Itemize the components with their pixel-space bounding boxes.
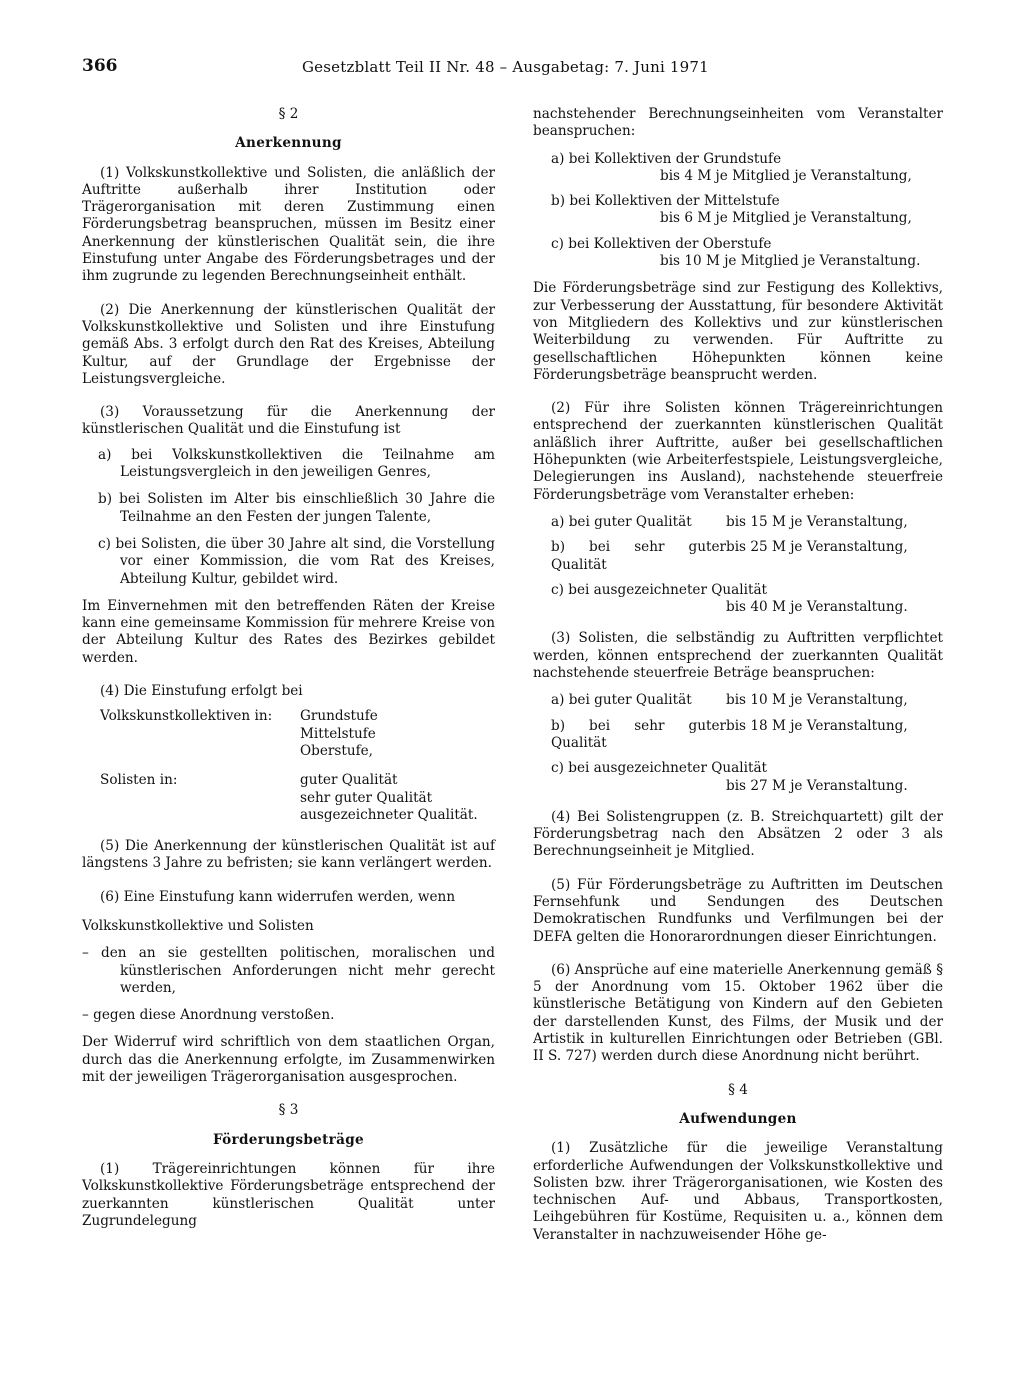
paragraph: (3) Solisten, die selbständig zu Auftritten verpflichtet werden, können entsprechend der zuerkannten Qualität nachstehende steuerfreie Beträge beanspruchen: — [533, 630, 943, 682]
paragraph: (1) Trägereinrichtungen können für ihre Volkskunstkollektive Förderungsbeträge entsprechend der zuerkannten künstlerischen Qualität unter Zugrundelegung — [82, 1160, 495, 1229]
left-column — [82, 106, 495, 1246]
paragraph: Der Widerruf wird schriftlich von dem staatlichen Organ, durch das die Anerkennung erfolgte, im Zusammenwirken mit der jeweiligen Trägerorganisation ausgesprochen. — [82, 1034, 495, 1086]
rate-label: b) bei sehr guter Qualität — [551, 539, 726, 573]
rate-item — [551, 539, 943, 574]
rate-amount: bis 4 M je Mitglied je Veranstaltung, — [660, 167, 912, 184]
rate-amount: bis 15 M je Veranstaltung, — [726, 513, 908, 530]
rate-label: a) bei guter Qualität — [551, 513, 692, 530]
classification-table — [100, 708, 495, 824]
section-3-title: Förderungsbeträge — [212, 1131, 365, 1148]
page-number: 366 — [82, 56, 118, 76]
list-item: a) bei Volkskunstkollektiven die Teilnahme am Leistungsvergleich in den jeweiligen Genres, — [98, 446, 495, 481]
right-column — [533, 106, 943, 1260]
rate-item — [533, 236, 943, 271]
rate-label: b) bei sehr guter Qualität — [551, 717, 726, 751]
rate-amount: bis 10 M je Mitglied je Veranstaltung. — [660, 253, 921, 270]
paragraph: Volkskunstkollektive und Solisten — [82, 917, 314, 934]
rate-amount: bis 6 M je Mitglied je Veranstaltung, — [660, 210, 912, 227]
soloists-label: Solisten in: — [100, 772, 178, 789]
rate-label: a) bei Kollektiven der Grundstufe — [551, 150, 782, 167]
rate-item — [533, 151, 943, 186]
section-4-title: Aufwendungen — [679, 1110, 797, 1127]
paragraph: (6) Eine Einstufung kann widerrufen werden, wenn — [100, 888, 456, 905]
collectives-label: Volkskunstkollektiven in: — [100, 708, 273, 725]
running-title: Gesetzblatt Teil II Nr. 48 – Ausgabetag: 7. Juni 1971 — [302, 58, 709, 76]
rate-label: c) bei ausgezeichneter Qualität — [551, 760, 768, 777]
list-item: c) bei Solisten, die über 30 Jahre alt sind, die Vorstellung vor einer Kommission, die vom Rat des Kreises, Abteilung Kultur, gebildet wird. — [98, 535, 495, 587]
rate-item — [551, 582, 943, 617]
paragraph: (4) Bei Solistengruppen (z. B. Streichquartett) gilt der Förderungsbetrag nach den Absätzen 2 oder 3 als Berechnungseinheit je Mitglied. — [533, 808, 943, 860]
list-item: b) bei Solisten im Alter bis einschließlich 30 Jahre die Teilnahme an den Festen der jungen Talente, — [98, 491, 495, 525]
rate-amount: bis 27 M je Veranstaltung. — [726, 777, 908, 794]
paragraph: (2) Die Anerkennung der künstlerischen Qualität der Volkskunstkollektive und Solisten und ihre Einstufung gemäß Abs. 3 erfolgt durch den Rat des Kreises, Abteilung Kultur, auf der Grundlage der Ergebnisse der Leistungsvergleiche. — [82, 301, 495, 387]
section-3-number: § 3 — [278, 1102, 299, 1119]
paragraph: (6) Ansprüche auf eine materielle Anerkennung gemäß § 5 der Anordnung vom 15. Oktober 1962 über die künstlerische Betätigung von Kindern auf den Gebieten der darstellenden Kunst, des Films, der Musik und der Artistik in kulturellen Einrichtungen oder Betrieben (GBl. II S. 727) werden durch diese Anordnung nicht berührt. — [533, 961, 943, 1065]
rate-item — [551, 760, 943, 795]
rate-label: a) bei guter Qualität — [551, 692, 692, 709]
rate-label: c) bei ausgezeichneter Qualität — [551, 581, 768, 598]
rate-item — [551, 718, 943, 753]
rate-amount: bis 10 M je Veranstaltung, — [726, 692, 908, 709]
collectives-levels: Grundstufe Mittelstufe Oberstufe, — [300, 708, 378, 759]
rate-label: b) bei Kollektiven der Mittelstufe — [551, 193, 780, 210]
paragraph: (2) Für ihre Solisten können Trägereinrichtungen entsprechend der zuerkannten künstlerischen Qualität anläßlich ihrer Auftritte, außer bei gesellschaftlichen Höhepunkten (wie Arbeiterfestspiele, Leistungsvergleiche, Delegierungen ins Ausland), nachstehende steuerfreie Förderungsbeträge vom Veranstalter erheben: — [533, 400, 943, 503]
dash-item: – den an sie gestellten politischen, moralischen und künstlerischen Anforderungen nicht mehr gerecht werden, — [82, 945, 495, 996]
paragraph: nachstehender Berechnungseinheiten vom Veranstalter beanspruchen: — [533, 106, 943, 140]
soloists-levels: guter Qualität sehr guter Qualität ausgezeichneter Qualität. — [300, 772, 478, 823]
section-2-title: Anerkennung — [235, 135, 342, 152]
paragraph: (3) Voraussetzung für die Anerkennung der künstlerischen Qualität und die Einstufung ist — [82, 404, 495, 438]
rate-label: c) bei Kollektiven der Oberstufe — [551, 235, 772, 252]
rate-amount: bis 18 M je Veranstaltung, — [726, 717, 908, 734]
rate-item — [551, 514, 943, 531]
paragraph: Die Förderungsbeträge sind zur Festigung des Kollektivs, zur Verbesserung der Ausstattung, für besondere Aktivität von Mitgliedern des Kollektivs und zur künstlerischen Weiterbildung zu verwenden. Für Auftritte zu gesellschaftlichen Höhepunkten können keine Förderungsbeträge beansprucht werden. — [533, 280, 943, 383]
dash-item: – gegen diese Anordnung verstoßen. — [82, 1007, 335, 1024]
section-4-number: § 4 — [728, 1081, 748, 1098]
paragraph: Im Einvernehmen mit den betreffenden Räten der Kreise kann eine gemeinsame Kommission für mehrere Kreise von der Abteilung Kultur des Rates des Bezirkes gebildet werden. — [82, 597, 495, 666]
paragraph: (1) Zusätzliche für die jeweilige Veranstaltung erforderliche Aufwendungen der Volkskunstkollektive und Solisten bzw. ihrer Trägerorganisationen, wie Kosten des technischen Auf- und Abbaus, Transportkosten, Leihgebühren für Kostüme, Requisiten u. a., können dem Veranstalter in nachzuweisender Höhe ge- — [533, 1140, 943, 1243]
paragraph: (5) Die Anerkennung der künstlerischen Qualität ist auf längstens 3 Jahre zu befristen; sie kann verlängert werden. — [82, 838, 495, 872]
rate-item — [551, 692, 943, 709]
paragraph: (4) Die Einstufung erfolgt bei — [100, 683, 303, 700]
rate-amount: bis 25 M je Veranstaltung, — [726, 539, 908, 556]
page-header — [82, 56, 942, 80]
rate-item — [533, 193, 943, 228]
rate-amount: bis 40 M je Veranstaltung. — [726, 599, 908, 616]
section-2-number: § 2 — [278, 106, 299, 122]
paragraph: (1) Volkskunstkollektive und Solisten, die anläßlich der Auftritte außerhalb ihrer Institution oder Trägerorganisation mit deren Zustimmung einen Förderungsbetrag beanspruchen, müssen im Besitz einer Anerkennung der künstlerischen Qualität sein, die ihre Einstufung unter Angabe des Förderungsbetrages und der ihm zugrunde zu legenden Berechnungseinheit enthält. — [82, 164, 495, 285]
paragraph: (5) Für Förderungsbeträge zu Auftritten im Deutschen Fernsehfunk und Sendungen des Deutschen Demokratischen Rundfunks und Verfilmungen bei der DEFA gelten die Honorarordnungen dieser Einrichtungen. — [533, 876, 943, 945]
